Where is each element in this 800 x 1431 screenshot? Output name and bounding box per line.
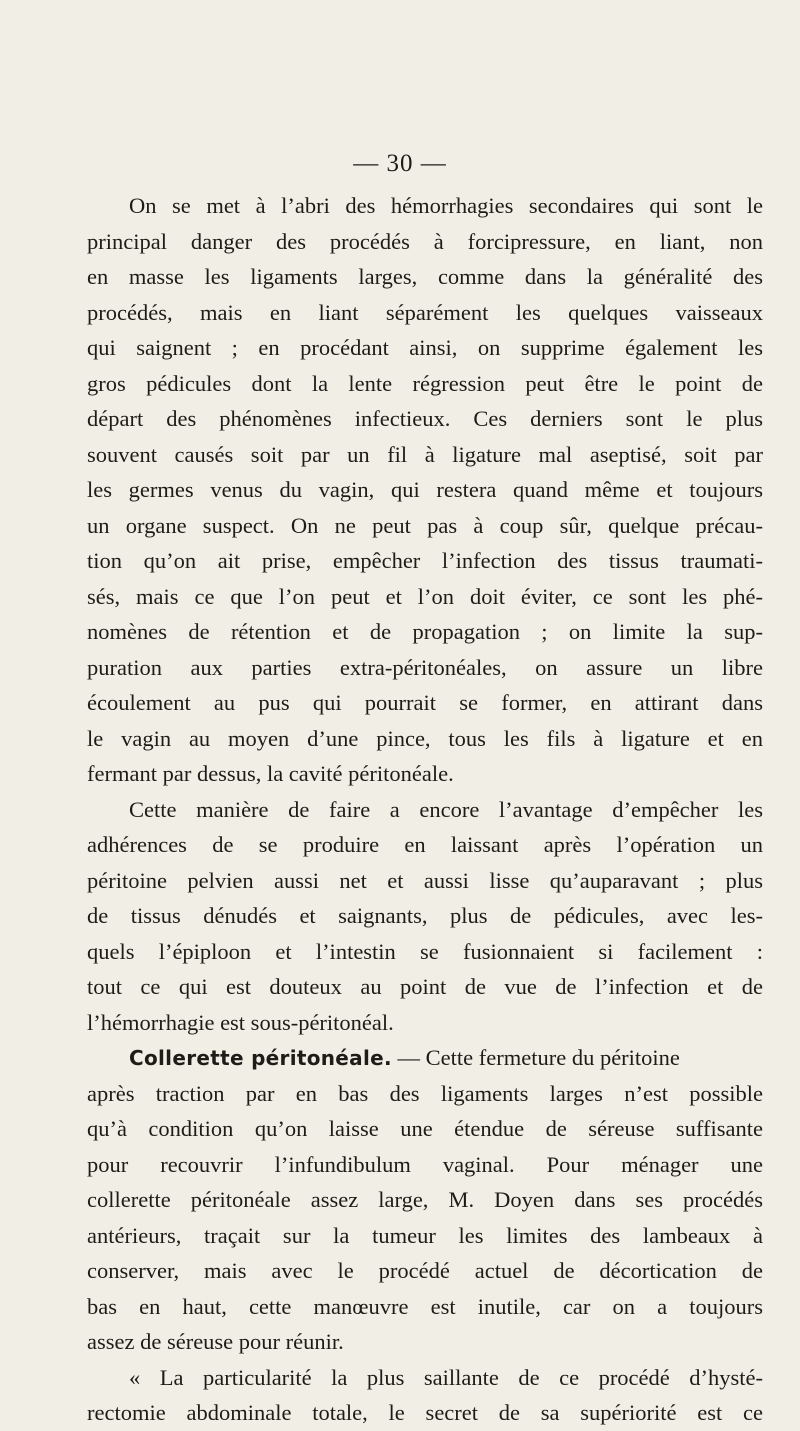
text-line: procédés, mais en liant séparément les quelques vaisseaux — [87, 299, 763, 325]
text-line: péritoine pelvien aussi net et aussi lisse qu’auparavant ; plus — [87, 867, 763, 893]
text-line: pour recouvrir l’infundibulum vaginal. Pour ménager une — [87, 1151, 763, 1177]
text-line: principal danger des procédés à forcipressure, en liant, non — [87, 228, 763, 254]
text-line: collerette péritonéale assez large, M. Doyen dans ses procédés — [87, 1187, 763, 1212]
text-line: sés, mais ce que l’on peut et l’on doit éviter, ce sont les phé- — [87, 583, 763, 609]
text-line: écoulement au pus qui pourrait se former, en attirant dans — [87, 690, 763, 715]
text-line: Cette manière de faire a encore l’avantage d’empêcher les — [129, 796, 763, 822]
text-line: après traction par en bas des ligaments larges n’est possible — [87, 1080, 763, 1106]
text-line: adhérences de se produire en laissant après l’opération un — [87, 832, 763, 857]
text-line: bas en haut, cette manœuvre est inutile, car on a toujours — [87, 1293, 763, 1319]
text-line: l’hémorrhagie est sous-péritonéal. — [87, 1009, 394, 1035]
body-text — [87, 188, 763, 1431]
text-line: antérieurs, traçait sur la tumeur les limites des lambeaux à — [87, 1222, 763, 1248]
page-number: — 30 — — [353, 150, 447, 177]
section-heading: Collerette péritonéale. — [129, 1046, 392, 1070]
text-line: conserver, mais avec le procédé actuel de décortication de — [87, 1258, 763, 1283]
text-line: les germes venus du vagin, qui restera quand même et toujours — [87, 477, 763, 502]
text-line: souvent causés soit par un fil à ligature mal aseptisé, soit par — [87, 441, 763, 467]
text-line: tout ce qui est douteux au point de vue de l’infection et de — [87, 974, 763, 999]
text-line: départ des phénomènes infectieux. Ces derniers sont le plus — [87, 406, 763, 431]
text-line: fermant par dessus, la cavité péritonéale. — [87, 761, 454, 786]
text-line: — Cette fermeture du péritoine — [397, 1045, 680, 1070]
text-line: quels l’épiploon et l’intestin se fusionnaient si facilement : — [87, 938, 763, 964]
text-line-with-heading — [87, 1040, 763, 1076]
text-line: rectomie abdominale totale, le secret de sa supériorité est ce — [87, 1400, 763, 1425]
text-line: puration aux parties extra-péritonéales, on assure un libre — [87, 654, 763, 680]
text-line: tion qu’on ait prise, empêcher l’infection des tissus traumati- — [87, 548, 763, 573]
text-line: qu’à condition qu’on laisse une étendue de séreuse suffisante — [87, 1116, 763, 1141]
text-line: On se met à l’abri des hémorrhagies secondaires qui sont le — [129, 193, 763, 218]
text-line: « La particularité la plus saillante de ce procédé d’hysté- — [129, 1364, 763, 1390]
text-line: le vagin au moyen d’une pince, tous les fils à ligature et en — [87, 725, 763, 751]
text-line: de tissus dénudés et saignants, plus de pédicules, avec les- — [87, 903, 763, 928]
text-line: qui saignent ; en procédant ainsi, on supprime également les — [87, 335, 763, 360]
text-line: en masse les ligaments larges, comme dans la généralité des — [87, 264, 763, 289]
text-line: assez de séreuse pour réunir. — [87, 1329, 344, 1354]
text-line: nomènes de rétention et de propagation ; on limite la sup- — [87, 619, 763, 644]
text-line: un organe suspect. On ne peut pas à coup sûr, quelque précau- — [87, 512, 763, 538]
text-line: gros pédicules dont la lente régression peut être le point de — [87, 370, 763, 396]
